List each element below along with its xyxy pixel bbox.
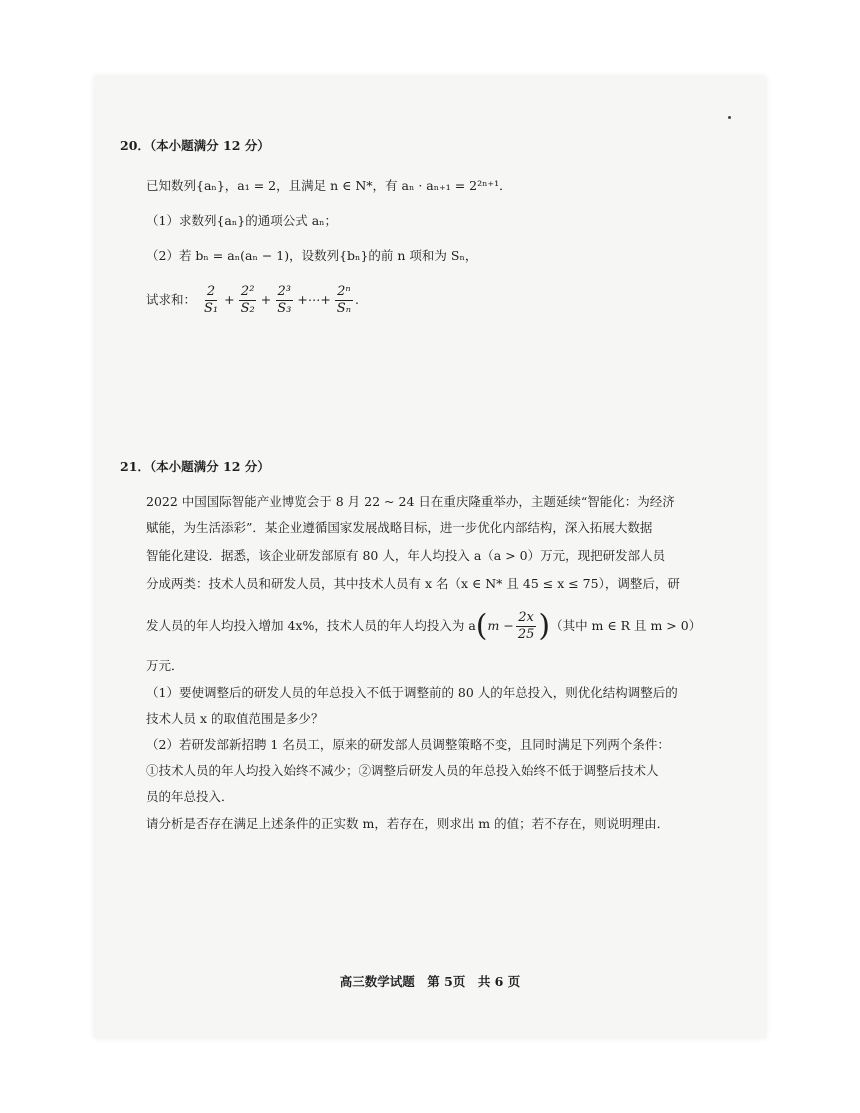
q20-sum-row xyxy=(146,280,359,320)
sum-term-2-num: 2² xyxy=(240,284,255,299)
plus-sign: + xyxy=(224,292,235,307)
sum-term-1-num: 2 xyxy=(206,284,216,299)
q20-stem: 已知数列{aₙ}，a₁ = 2，且满足 n ∈ N*，有 aₙ · aₙ₊₁ = 2²ⁿ⁺¹． xyxy=(146,178,512,193)
q21-para-line-3: 智能化建设．据悉，该企业研发部原有 80 人，年人均投入 a（a > 0）万元，现把研发部人员 xyxy=(146,548,666,563)
sum-term-2 xyxy=(239,284,257,317)
page-footer: 高三数学试题 第 5页 共 6 页 xyxy=(339,974,521,989)
sum-term-3-num: 2³ xyxy=(277,284,292,299)
scan-speck xyxy=(728,116,731,119)
q21-line5-post: （其中 m ∈ R 且 m > 0） xyxy=(550,618,702,633)
sum-term-3 xyxy=(275,284,293,317)
sum-term-n-num: 2ⁿ xyxy=(337,284,351,299)
q21-para-line-1: 2022 中国国际智能产业博览会于 8 月 22 ~ 24 日在重庆隆重举办，主题延续“智能化：为经济 xyxy=(146,494,675,509)
plus-sign: + xyxy=(260,292,272,307)
q20-part1: （1）求数列{aₙ}的通项公式 aₙ； xyxy=(146,213,338,228)
sum-term-n-den: Sₙ xyxy=(336,301,351,316)
q20-heading: 20．（本小题满分 12 分） xyxy=(120,138,270,153)
q21-frac-num: 2x xyxy=(518,610,534,625)
sum-term-3-den: S₃ xyxy=(277,301,292,316)
q21-heading: 21．（本小题满分 12 分） xyxy=(120,459,270,474)
q21-part2-line-3: 员的年总投入． xyxy=(146,789,234,804)
sum-term-1 xyxy=(202,284,220,317)
sum-end: . xyxy=(354,292,359,307)
right-paren: ) xyxy=(538,608,551,644)
q21-part2-line-2: ①技术人员的年人均投入始终不减少；②调整后研发人员的年总投入始终不低于调整后技术人 xyxy=(146,763,659,778)
sum-term-n xyxy=(335,284,353,317)
q21-frac-den: 25 xyxy=(517,627,535,642)
q20-sum-label: 试求和： xyxy=(146,292,197,307)
q21-part2-line-4: 请分析是否存在满足上述条件的正实数 m，若存在，则求出 m 的值；若不存在，则说明理由． xyxy=(146,816,670,831)
sum-term-2-den: S₂ xyxy=(240,301,255,316)
q21-para-line-2: 赋能，为生活添彩”．某企业遵循国家发展战略目标，进一步优化内部结构，深入拓展大数据 xyxy=(146,520,653,535)
q21-part2-line-1: （2）若研发部新招聘 1 名员工，原来的研发部人员调整策略不变，且同时满足下列两个条件： xyxy=(146,737,670,752)
q21-line5-pre: 发人员的年人均投入增加 4x%，技术人员的年人均投入为 a xyxy=(146,618,476,633)
q21-para-line-4: 分成两类：技术人员和研发人员，其中技术人员有 x 名（x ∈ N* 且 45 ≤ x ≤ 75），调整后，研 xyxy=(146,576,680,591)
sum-term-1-den: S₁ xyxy=(204,301,219,316)
q21-part1-line-2: 技术人员 x 的取值范围是多少？ xyxy=(146,711,324,726)
q21-para-line-5 xyxy=(146,606,701,646)
q21-line5-m: m − xyxy=(487,618,514,633)
q21-part1-line-1: （1）要使调整后的研发人员的年总投入不低于调整前的 80 人的年总投入，则优化结构调整后的 xyxy=(146,685,678,700)
sum-ellipsis: +⋯+ xyxy=(297,292,331,307)
left-paren: ( xyxy=(475,608,488,644)
q20-part2: （2）若 bₙ = aₙ(aₙ − 1)，设数列{bₙ}的前 n 项和为 Sₙ， xyxy=(146,248,478,263)
q21-line5-frac xyxy=(516,610,537,643)
q21-para-line-6: 万元． xyxy=(146,658,184,673)
